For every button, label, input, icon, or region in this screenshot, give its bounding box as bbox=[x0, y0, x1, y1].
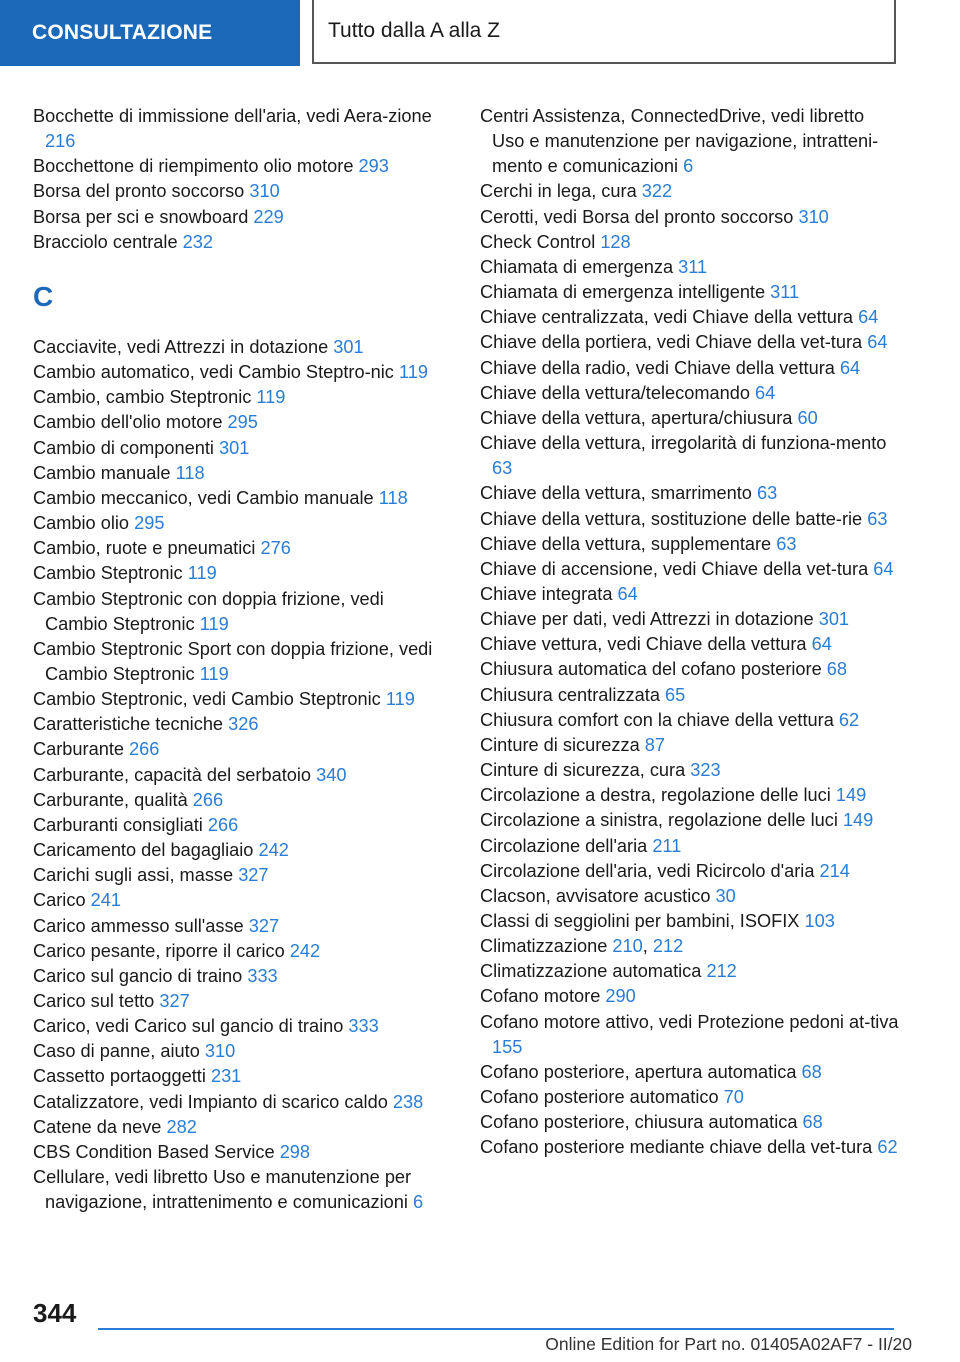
index-entry-text: Centri Assistenza, ConnectedDrive, vedi libretto Uso e manutenzione per navigazione, intratteni-mento e comunicazioni bbox=[480, 106, 879, 177]
page-reference-link[interactable]: 310 bbox=[798, 206, 829, 227]
page-reference-link[interactable]: 266 bbox=[207, 814, 239, 835]
index-entry bbox=[33, 154, 443, 179]
index-entry bbox=[33, 335, 443, 360]
index-entry-text: Cambio di componenti bbox=[33, 437, 214, 458]
index-entry-text: Cinture di sicurezza bbox=[480, 734, 640, 755]
index-entry bbox=[33, 205, 443, 230]
index-entry bbox=[33, 1115, 443, 1140]
page-reference-link[interactable]: 119 bbox=[398, 362, 428, 383]
page-reference-link[interactable]: 301 bbox=[219, 437, 250, 458]
index-entry-text: Climatizzazione automatica bbox=[480, 961, 702, 982]
page-reference-link[interactable]: 64 bbox=[873, 558, 894, 579]
index-entry bbox=[480, 406, 900, 431]
page-reference-link[interactable]: 276 bbox=[260, 538, 291, 559]
index-entry-text: Carburante, qualità bbox=[33, 789, 188, 810]
index-entry-text: Chiave della vettura, sostituzione delle batte-rie bbox=[480, 508, 863, 529]
index-column-right bbox=[480, 104, 900, 1161]
index-entry-text: Cerchi in lega, cura bbox=[480, 181, 637, 202]
footer-edition-text: Online Edition for Part no. 01405A02AF7 - II/20 bbox=[545, 1334, 912, 1354]
index-entry-text: Cambio Steptronic, vedi Cambio Steptronic bbox=[33, 689, 381, 710]
index-entry bbox=[33, 989, 443, 1014]
page-reference-link[interactable]: 119 bbox=[385, 689, 415, 710]
page-reference-link[interactable]: 210 bbox=[612, 936, 643, 957]
index-entry bbox=[480, 431, 900, 481]
index-entry-text: CBS Condition Based Service bbox=[33, 1141, 275, 1162]
index-group-b bbox=[33, 104, 443, 255]
index-entry bbox=[33, 737, 443, 762]
page-reference-link[interactable]: 298 bbox=[279, 1141, 311, 1162]
index-entry bbox=[33, 687, 443, 712]
page-reference-link[interactable]: 322 bbox=[641, 181, 673, 202]
index-entry bbox=[480, 205, 900, 230]
page-reference-link[interactable]: 211 bbox=[652, 835, 682, 856]
page-reference-link[interactable]: 149 bbox=[842, 810, 874, 831]
index-entry-text: Chiave per dati, vedi Attrezzi in dotazione bbox=[480, 609, 814, 630]
index-entry-text: Carico bbox=[33, 890, 86, 911]
index-entry-text: Carburante bbox=[33, 739, 124, 760]
page-reference-link[interactable]: 216 bbox=[45, 131, 76, 152]
page-reference-link[interactable]: 119 bbox=[187, 563, 217, 584]
page-reference-link[interactable]: 340 bbox=[316, 764, 347, 785]
index-entry-text: Carico sul tetto bbox=[33, 991, 155, 1011]
index-entry-text: Bracciolo centrale bbox=[33, 231, 178, 252]
index-entry bbox=[33, 561, 443, 586]
index-entry bbox=[33, 1014, 443, 1039]
index-entry-text: Bocchette di immissione dell'aria, vedi Aera-zione bbox=[33, 106, 432, 126]
index-entry bbox=[480, 884, 900, 909]
index-entry-text: Carburante, capacità del serbatoio bbox=[33, 764, 312, 785]
index-entry-text: Cacciavite, vedi Attrezzi in dotazione bbox=[33, 336, 329, 357]
index-entry bbox=[480, 1085, 900, 1110]
index-entry-text: Cambio olio bbox=[33, 513, 130, 534]
index-entry bbox=[33, 1165, 443, 1215]
page-reference-link[interactable]: 310 bbox=[204, 1041, 236, 1062]
page-reference-link[interactable]: 64 bbox=[858, 307, 879, 328]
index-entry bbox=[480, 1010, 900, 1060]
page-reference-link[interactable]: 65 bbox=[665, 684, 686, 705]
index-entry bbox=[480, 230, 900, 255]
page-reference-link[interactable]: 327 bbox=[248, 915, 280, 936]
index-entry-text: Cassetto portaoggetti bbox=[33, 1066, 206, 1087]
page-reference-link[interactable]: 242 bbox=[258, 840, 289, 861]
index-entry bbox=[480, 959, 900, 984]
index-entry bbox=[33, 511, 443, 536]
page-reference-link[interactable]: 295 bbox=[227, 412, 258, 433]
index-entry bbox=[480, 381, 900, 406]
index-entry-text: Chiusura centralizzata bbox=[480, 684, 660, 705]
index-entry-text: Caratteristiche tecniche bbox=[33, 714, 224, 735]
page-reference-link[interactable]: 310 bbox=[249, 181, 280, 202]
page-reference-link[interactable]: 155 bbox=[492, 1036, 523, 1057]
index-entry bbox=[33, 486, 443, 511]
page-header bbox=[0, 0, 960, 66]
section-tab[interactable]: CONSULTAZIONE bbox=[0, 0, 300, 66]
page-reference-link[interactable]: 327 bbox=[159, 991, 190, 1011]
page-reference-link[interactable]: 212 bbox=[652, 936, 684, 957]
index-entry-text: Chiave della vettura, irregolarità di funziona-mento bbox=[480, 433, 887, 454]
page-reference-link[interactable]: 333 bbox=[247, 965, 278, 986]
page-reference-link[interactable]: 63 bbox=[756, 483, 778, 504]
page-reference-link[interactable]: 301 bbox=[333, 336, 364, 357]
index-group-c-continued bbox=[480, 104, 900, 1161]
index-entry-text: Cambio Steptronic con doppia frizione, vedi Cambio Steptronic bbox=[33, 588, 384, 634]
index-entry bbox=[33, 939, 443, 964]
index-entry bbox=[33, 1090, 443, 1115]
index-entry-text: Chiamata di emergenza bbox=[480, 256, 674, 277]
page-reference-link[interactable]: 64 bbox=[811, 634, 832, 655]
index-entry-text: Cambio Steptronic Sport con doppia frizione, vedi Cambio Steptronic bbox=[33, 638, 433, 684]
index-entry-text: Cofano posteriore, apertura automatica bbox=[480, 1061, 797, 1082]
index-entry-text: Chiave integrata bbox=[480, 583, 613, 604]
index-entry bbox=[480, 909, 900, 934]
index-entry-text: Cofano motore bbox=[480, 986, 601, 1007]
index-entry-text: Carico sul gancio di traino bbox=[33, 965, 243, 986]
index-entry bbox=[480, 834, 900, 859]
page-reference-link[interactable]: 62 bbox=[838, 709, 860, 730]
index-entry bbox=[33, 964, 443, 989]
index-entry bbox=[480, 808, 900, 833]
index-entry-text: Cofano posteriore, chiusura automatica bbox=[480, 1112, 798, 1133]
page-reference-link[interactable]: 333 bbox=[348, 1016, 379, 1037]
page-reference-link[interactable]: 68 bbox=[826, 659, 848, 680]
page-reference-link[interactable]: 212 bbox=[706, 961, 737, 982]
page-reference-link[interactable]: 62 bbox=[877, 1137, 898, 1158]
page-reference-link[interactable]: 30 bbox=[715, 885, 736, 906]
index-entry bbox=[480, 859, 900, 884]
index-entry bbox=[33, 788, 443, 813]
index-entry-text: Carico, vedi Carico sul gancio di traino bbox=[33, 1016, 344, 1037]
index-entry bbox=[33, 360, 443, 385]
page-reference-link[interactable]: 266 bbox=[192, 789, 224, 810]
page-reference-link[interactable]: 103 bbox=[804, 911, 835, 931]
index-entry-text: Carico ammesso sull'asse bbox=[33, 915, 244, 936]
index-entry-text: Chiave vettura, vedi Chiave della vettura bbox=[480, 634, 807, 655]
page-reference-link[interactable]: 87 bbox=[644, 734, 666, 755]
index-entry-text: Climatizzazione bbox=[480, 936, 608, 957]
index-entry bbox=[480, 255, 900, 280]
page-reference-link[interactable]: 118 bbox=[378, 487, 408, 508]
index-entry: Climatizzazione 210, 212 bbox=[480, 936, 684, 957]
page-reference-link[interactable]: 229 bbox=[253, 206, 284, 227]
index-entry bbox=[480, 179, 900, 204]
page-reference-link[interactable]: 64 bbox=[755, 382, 776, 403]
index-entry bbox=[480, 632, 900, 657]
index-entry bbox=[33, 1140, 443, 1165]
index-entry-text: Cambio meccanico, vedi Cambio manuale bbox=[33, 487, 374, 508]
index-entry bbox=[480, 356, 900, 381]
index-entry-text: Cinture di sicurezza, cura bbox=[480, 760, 686, 781]
page-reference-link[interactable]: 311 bbox=[678, 256, 708, 277]
page-reference-link[interactable]: 301 bbox=[818, 609, 850, 630]
index-entry-text: Cofano motore attivo, vedi Protezione pedoni at-tiva bbox=[480, 1011, 899, 1032]
index-entry-text: Circolazione a destra, regolazione delle luci bbox=[480, 785, 831, 806]
page-reference-link[interactable]: 6 bbox=[413, 1192, 424, 1213]
index-entry-text: Borsa del pronto soccorso bbox=[33, 181, 245, 202]
index-entry-text: Carburanti consigliati bbox=[33, 814, 203, 835]
page-reference-link[interactable]: 64 bbox=[617, 583, 638, 604]
index-entry bbox=[33, 813, 443, 838]
page-reference-link[interactable]: 63 bbox=[492, 458, 513, 479]
index-entry bbox=[33, 914, 443, 939]
index-entry-text: Circolazione a sinistra, regolazione delle luci bbox=[480, 810, 838, 831]
page-reference-link[interactable]: 63 bbox=[867, 508, 888, 529]
index-letter-heading: C bbox=[33, 280, 54, 312]
index-entry bbox=[33, 436, 443, 461]
index-entry bbox=[33, 536, 443, 561]
index-entry bbox=[33, 888, 443, 913]
page-reference-link[interactable]: 323 bbox=[690, 760, 721, 781]
index-entry bbox=[480, 104, 900, 179]
index-entry-text: Chiave della vettura, smarrimento bbox=[480, 483, 752, 504]
index-entry bbox=[33, 587, 443, 637]
index-entry bbox=[480, 657, 900, 682]
page-reference-link[interactable]: 266 bbox=[129, 739, 160, 760]
index-entry bbox=[33, 637, 443, 687]
index-entry-text: Caso di panne, aiuto bbox=[33, 1041, 200, 1062]
index-entry bbox=[33, 179, 443, 204]
index-entry-text: Cofano posteriore automatico bbox=[480, 1087, 719, 1108]
footer-divider bbox=[98, 1328, 894, 1330]
index-entry-text: Catalizzatore, vedi Impianto di scarico caldo bbox=[33, 1091, 388, 1112]
index-entry-text: Carico pesante, riporre il carico bbox=[33, 940, 285, 961]
index-entry-text: Cambio Steptronic bbox=[33, 563, 183, 584]
index-entry-text: Cerotti, vedi Borsa del pronto soccorso bbox=[480, 206, 794, 227]
page-reference-link[interactable]: 295 bbox=[134, 513, 165, 534]
page-reference-link[interactable]: 242 bbox=[289, 940, 321, 961]
index-entry bbox=[480, 481, 900, 506]
index-entry bbox=[33, 838, 443, 863]
index-entry bbox=[33, 385, 443, 410]
index-entry-text: Chiusura comfort con la chiave della vettura bbox=[480, 709, 834, 730]
index-entry bbox=[480, 783, 900, 808]
page-reference-link[interactable]: 68 bbox=[802, 1112, 823, 1133]
index-entry bbox=[480, 280, 900, 305]
index-entry-text: Cambio automatico, vedi Cambio Steptro-nic bbox=[33, 362, 394, 383]
page-reference-link[interactable]: 290 bbox=[605, 986, 636, 1007]
index-entry-text: Caricamento del bagagliaio bbox=[33, 840, 254, 861]
index-entry-text: Borsa per sci e snowboard bbox=[33, 206, 249, 227]
index-entry bbox=[480, 683, 900, 708]
index-entry-text: Chiave della radio, vedi Chiave della vettura bbox=[480, 357, 835, 378]
page-reference-link[interactable]: 326 bbox=[228, 714, 259, 735]
index-entry-text: Chiave della vettura, supplementare bbox=[480, 533, 772, 554]
page-reference-link[interactable]: 70 bbox=[723, 1087, 744, 1108]
index-entry bbox=[480, 607, 900, 632]
index-entry bbox=[33, 230, 443, 255]
index-entry-text: Chiave centralizzata, vedi Chiave della vettura bbox=[480, 307, 854, 328]
index-entry bbox=[480, 708, 900, 733]
index-group-c bbox=[33, 335, 443, 1215]
index-entry bbox=[33, 763, 443, 788]
page-reference-link[interactable]: 118 bbox=[175, 462, 205, 483]
index-entry bbox=[480, 1110, 900, 1135]
page-reference-link[interactable]: 60 bbox=[797, 407, 818, 428]
index-entry bbox=[480, 330, 900, 355]
index-entry bbox=[33, 712, 443, 737]
index-entry-text: Cambio manuale bbox=[33, 462, 171, 483]
page-reference-link[interactable]: 6 bbox=[683, 156, 694, 177]
page-reference-link[interactable]: 63 bbox=[776, 533, 797, 554]
index-entry-text: Chiamata di emergenza intelligente bbox=[480, 282, 766, 303]
page-reference-link[interactable]: 149 bbox=[835, 785, 867, 806]
page-reference-link[interactable]: 231 bbox=[210, 1066, 242, 1087]
index-entry-text: Clacson, avvisatore acustico bbox=[480, 885, 711, 906]
page-reference-link[interactable]: 293 bbox=[358, 156, 389, 177]
index-entry bbox=[33, 104, 443, 154]
index-entry-text: Cambio, ruote e pneumatici bbox=[33, 538, 256, 559]
index-entry bbox=[480, 557, 900, 582]
index-entry-text: Cofano posteriore mediante chiave della vet-tura bbox=[480, 1137, 873, 1158]
index-entry-text: Check Control bbox=[480, 231, 596, 252]
index-entry-text: Classi di seggiolini per bambini, ISOFIX bbox=[480, 911, 800, 931]
page-reference-link[interactable]: 282 bbox=[166, 1116, 197, 1137]
page-reference-link[interactable]: 119 bbox=[256, 387, 286, 408]
index-entry-text: Carichi sugli assi, masse bbox=[33, 865, 234, 886]
index-entry-text: Chiusura automatica del cofano posteriore bbox=[480, 659, 822, 680]
index-entry-text: Chiave della portiera, vedi Chiave della vet-tura bbox=[480, 332, 863, 353]
index-entry-text: Chiave di accensione, vedi Chiave della vet-tura bbox=[480, 558, 869, 579]
index-entry-text: Circolazione dell'aria bbox=[480, 835, 648, 856]
index-entry bbox=[480, 1060, 900, 1085]
index-entry-text: Cellulare, vedi libretto Uso e manutenzione per navigazione, intrattenimento e comunicazioni bbox=[33, 1167, 412, 1213]
page-reference-link[interactable]: 232 bbox=[182, 231, 213, 252]
index-entry bbox=[480, 507, 900, 532]
index-entry bbox=[480, 733, 900, 758]
index-column-left bbox=[33, 104, 443, 1215]
index-entry bbox=[480, 758, 900, 783]
index-entry-text: Chiave della vettura/telecomando bbox=[480, 382, 750, 403]
index-entry bbox=[480, 1135, 900, 1160]
index-entry bbox=[33, 461, 443, 486]
index-entry bbox=[480, 582, 900, 607]
page-reference-link[interactable]: 68 bbox=[801, 1061, 822, 1082]
page-reference-link[interactable]: 241 bbox=[90, 890, 121, 911]
page-reference-link[interactable]: 311 bbox=[770, 282, 800, 303]
page-reference-link[interactable]: 64 bbox=[867, 332, 888, 353]
page-number: 344 bbox=[33, 1298, 77, 1328]
index-entry bbox=[33, 863, 443, 888]
index-entry-text: Circolazione dell'aria, vedi Ricircolo d'aria bbox=[480, 860, 815, 881]
index-entry bbox=[480, 532, 900, 557]
page-reference-link[interactable]: 214 bbox=[819, 860, 850, 881]
page-reference-link[interactable]: 119 bbox=[199, 663, 229, 684]
page-reference-link[interactable]: 238 bbox=[392, 1091, 424, 1112]
page-reference-link[interactable]: 128 bbox=[600, 231, 631, 252]
index-entry bbox=[33, 410, 443, 435]
index-entry bbox=[480, 305, 900, 330]
page-reference-link[interactable]: 327 bbox=[238, 865, 269, 886]
index-entry bbox=[480, 984, 900, 1009]
index-entry-text: Chiave della vettura, apertura/chiusura bbox=[480, 407, 793, 428]
chapter-title: Tutto dalla A alla Z bbox=[312, 0, 896, 64]
index-entry bbox=[33, 1039, 443, 1064]
page-reference-link[interactable]: 119 bbox=[199, 613, 229, 634]
index-entry-text: Catene da neve bbox=[33, 1116, 162, 1137]
page-reference-link[interactable]: 64 bbox=[839, 357, 861, 378]
index-entry-text: Cambio, cambio Steptronic bbox=[33, 387, 252, 408]
index-entry-text: Bocchettone di riempimento olio motore bbox=[33, 156, 354, 177]
index-entry bbox=[33, 1064, 443, 1089]
index-entry-text: Cambio dell'olio motore bbox=[33, 412, 223, 433]
